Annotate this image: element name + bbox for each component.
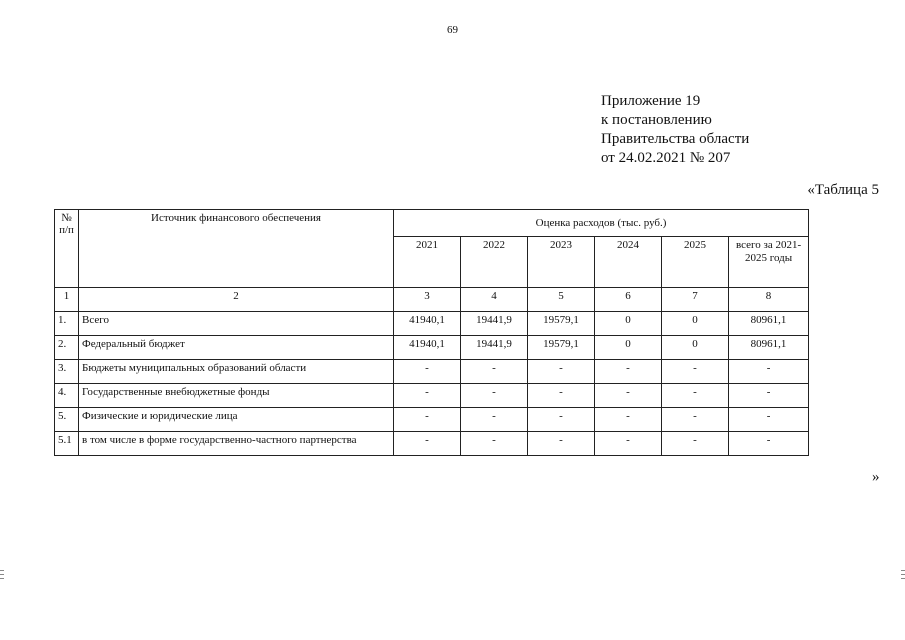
column-number: 4 <box>461 288 528 312</box>
row-value: 80961,1 <box>729 312 809 336</box>
row-number: 5.1 <box>55 432 79 456</box>
row-value: - <box>461 384 528 408</box>
column-number: 3 <box>394 288 461 312</box>
row-source: Федеральный бюджет <box>79 336 394 360</box>
row-value: - <box>662 384 729 408</box>
row-value: - <box>729 384 809 408</box>
row-value: 0 <box>595 336 662 360</box>
appendix-line: от 24.02.2021 № 207 <box>601 150 731 166</box>
row-value: 19441,9 <box>461 336 528 360</box>
column-number: 8 <box>729 288 809 312</box>
row-value: 19579,1 <box>528 336 595 360</box>
row-source: в том числе в форме государственно-частного партнерства <box>79 432 394 456</box>
row-value: - <box>595 360 662 384</box>
header-total: всего за 2021-2025 годы <box>729 237 809 288</box>
row-number: 1. <box>55 312 79 336</box>
row-value: - <box>528 360 595 384</box>
column-number: 1 <box>55 288 79 312</box>
row-source: Всего <box>79 312 394 336</box>
row-source: Физические и юридические лица <box>79 408 394 432</box>
row-value: - <box>394 408 461 432</box>
appendix-line: Приложение 19 <box>601 93 701 109</box>
table-label: «Таблица 5 <box>807 182 879 198</box>
row-value: - <box>461 432 528 456</box>
row-number: 3. <box>55 360 79 384</box>
appendix-header <box>601 92 749 168</box>
table-row <box>55 408 809 432</box>
row-value: - <box>729 432 809 456</box>
row-value: 0 <box>662 336 729 360</box>
row-value: - <box>394 432 461 456</box>
row-value: - <box>461 408 528 432</box>
row-value: 19441,9 <box>461 312 528 336</box>
column-number: 5 <box>528 288 595 312</box>
row-value: - <box>662 432 729 456</box>
row-value: - <box>528 384 595 408</box>
row-value: - <box>729 360 809 384</box>
row-source: Государственные внебюджетные фонды <box>79 384 394 408</box>
row-value: 80961,1 <box>729 336 809 360</box>
scan-edge-mark <box>0 570 4 582</box>
header-year: 2025 <box>662 237 729 288</box>
row-source: Бюджеты муниципальных образований области <box>79 360 394 384</box>
page-number: 69 <box>447 24 458 36</box>
financing-table <box>54 209 809 456</box>
row-value: 41940,1 <box>394 336 461 360</box>
header-year: 2023 <box>528 237 595 288</box>
row-value: - <box>662 408 729 432</box>
header-number: № п/п <box>55 210 79 288</box>
row-value: 0 <box>662 312 729 336</box>
row-value: - <box>595 384 662 408</box>
row-value: 0 <box>595 312 662 336</box>
row-value: - <box>461 360 528 384</box>
header-year: 2022 <box>461 237 528 288</box>
table-row <box>55 432 809 456</box>
header-expense-estimate: Оценка расходов (тыс. руб.) <box>394 210 809 237</box>
row-value: - <box>595 408 662 432</box>
row-value: 19579,1 <box>528 312 595 336</box>
column-number: 6 <box>595 288 662 312</box>
table-row <box>55 360 809 384</box>
row-value: - <box>528 408 595 432</box>
scan-edge-mark <box>901 570 905 582</box>
row-value: - <box>662 360 729 384</box>
row-number: 2. <box>55 336 79 360</box>
appendix-line: к постановлению <box>601 112 712 128</box>
appendix-line: Правительства области <box>601 131 750 147</box>
table-row <box>55 384 809 408</box>
row-value: 41940,1 <box>394 312 461 336</box>
table-row <box>55 312 809 336</box>
row-value: - <box>729 408 809 432</box>
header-year: 2024 <box>595 237 662 288</box>
table-row <box>55 336 809 360</box>
column-number: 2 <box>79 288 394 312</box>
row-value: - <box>394 360 461 384</box>
header-source: Источник финансового обеспечения <box>79 210 394 288</box>
closing-quote: » <box>872 469 880 485</box>
row-value: - <box>595 432 662 456</box>
row-value: - <box>394 384 461 408</box>
column-number: 7 <box>662 288 729 312</box>
row-value: - <box>528 432 595 456</box>
header-year: 2021 <box>394 237 461 288</box>
row-number: 5. <box>55 408 79 432</box>
row-number: 4. <box>55 384 79 408</box>
